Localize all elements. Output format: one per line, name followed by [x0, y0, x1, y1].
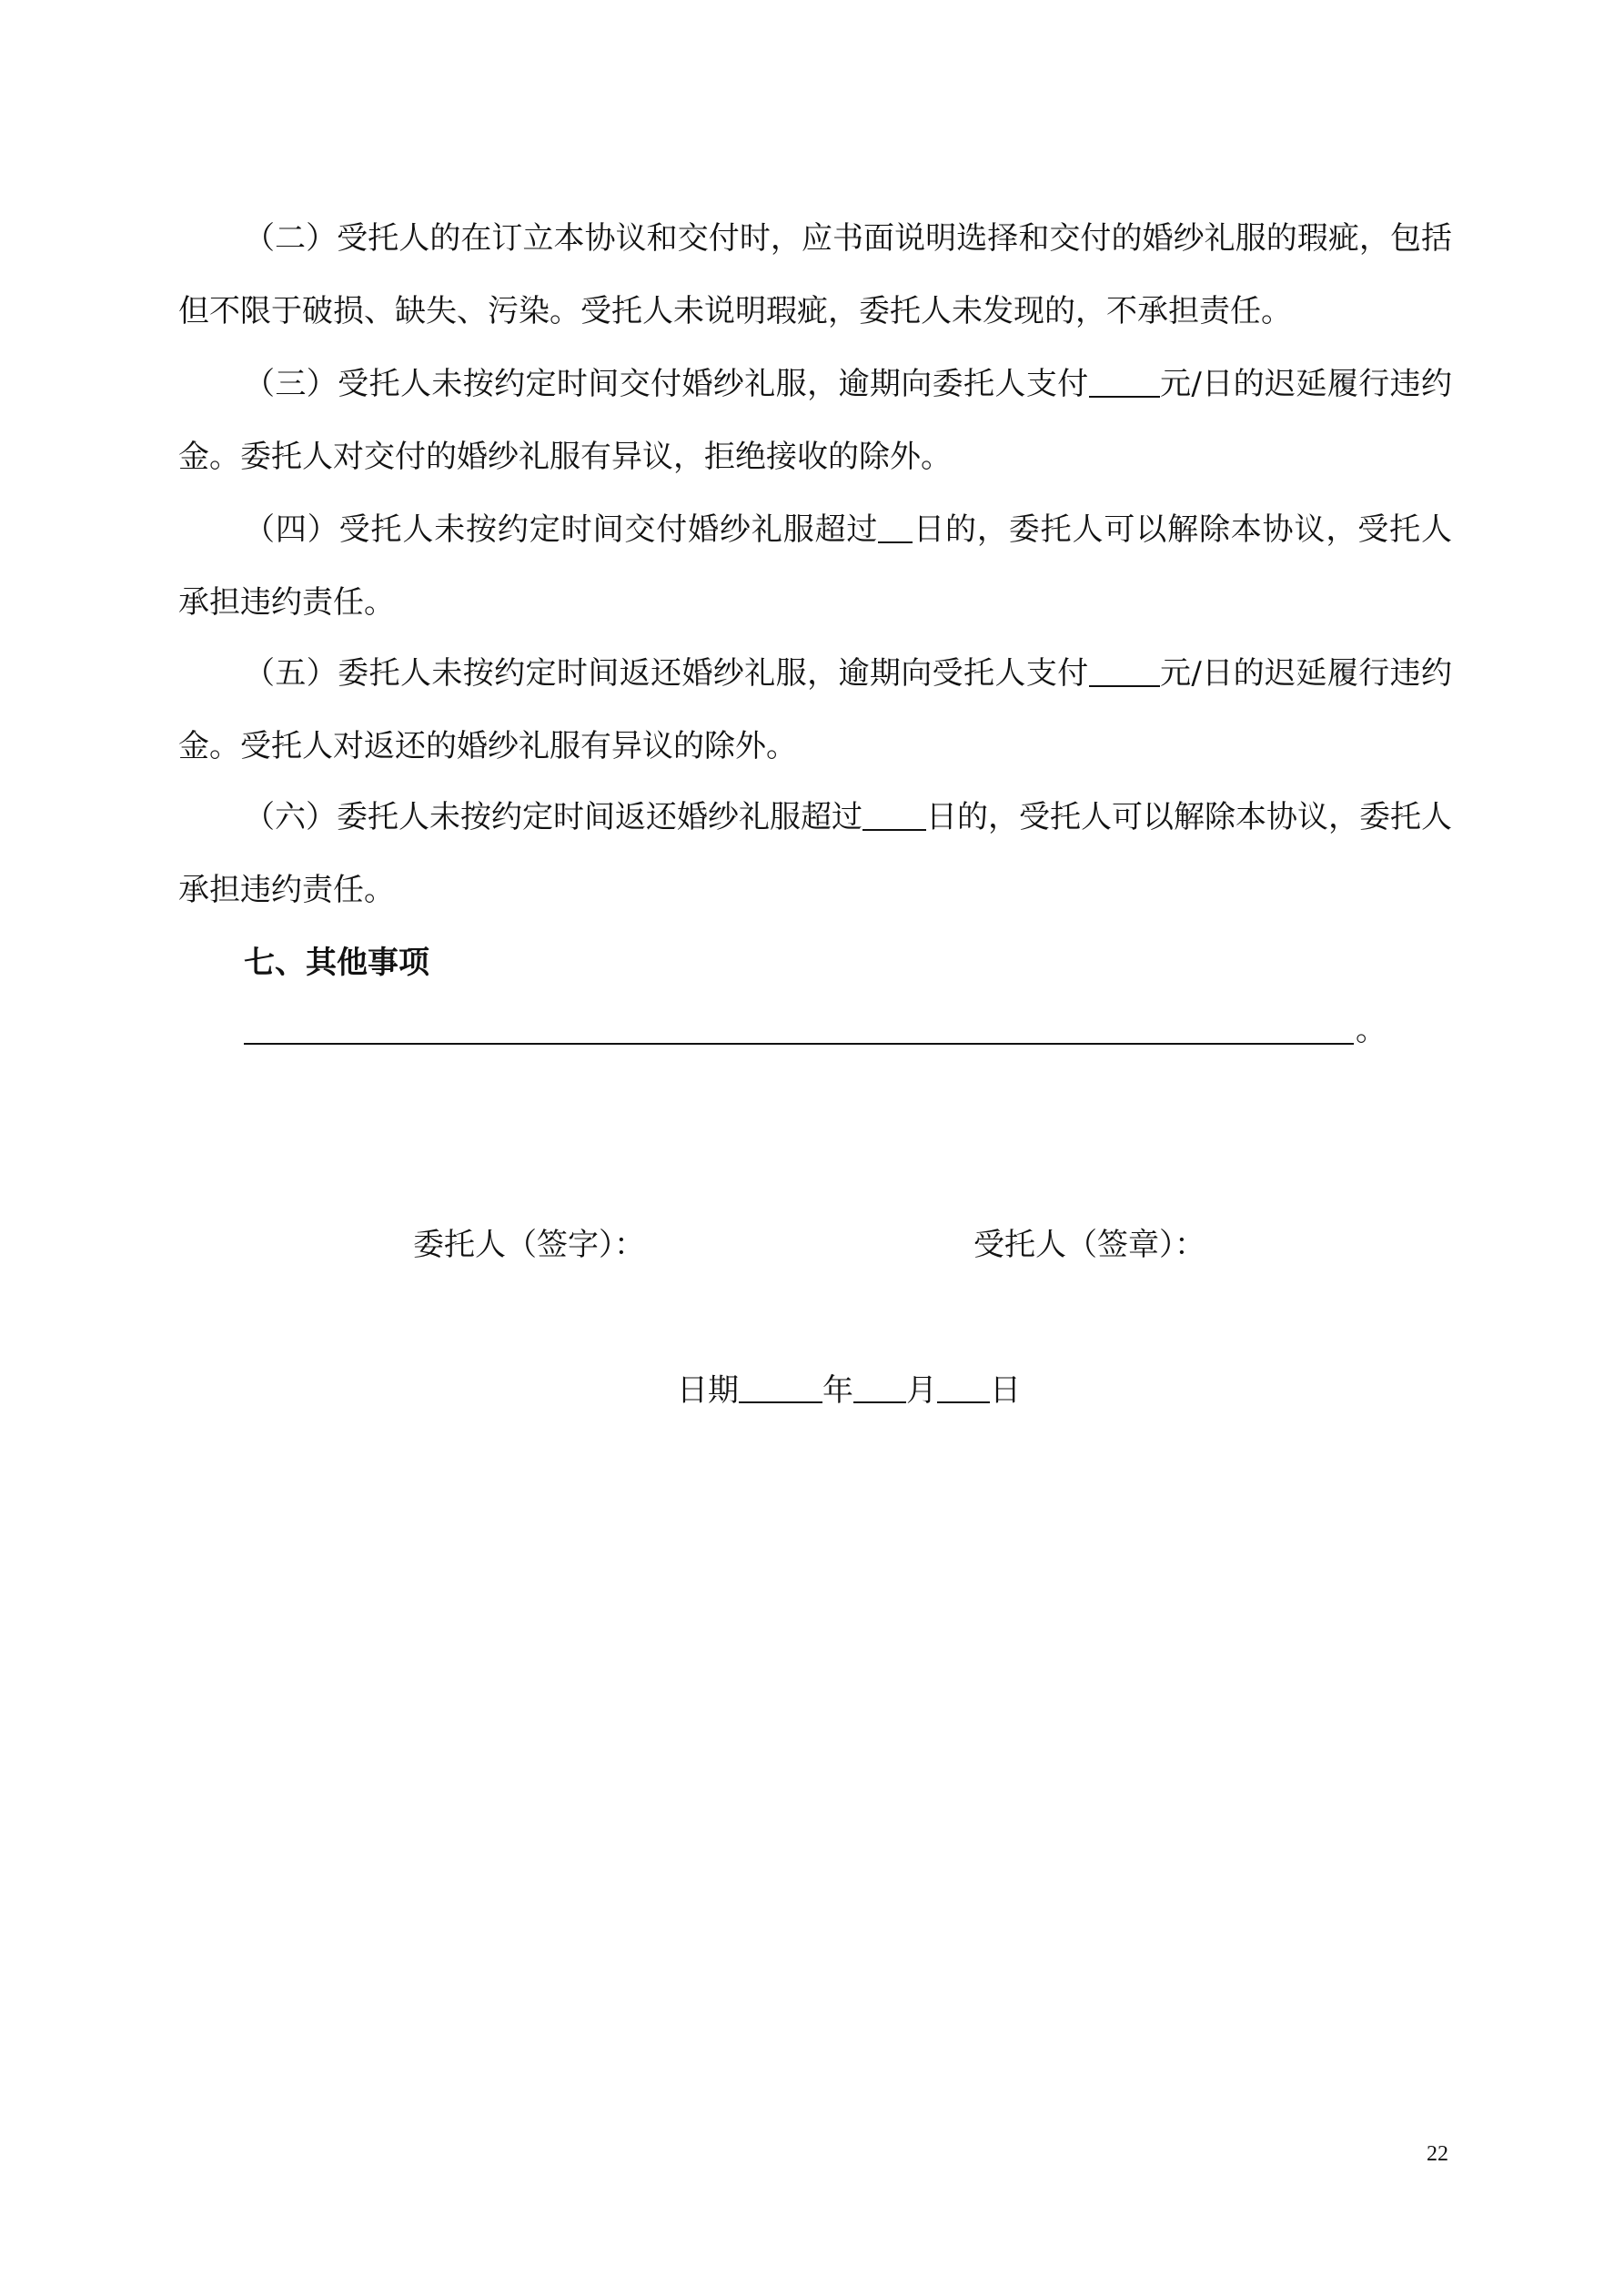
- date-day-label: 日: [990, 1372, 1021, 1409]
- clause-6-text-after: 日的，受托人可以解除本协议，委托人承担违约责任。: [178, 799, 1452, 908]
- clause-2-text: （二）受托人的在订立本协议和交付时，应书面说明选择和交付的婚纱礼服的瑕疵，包括但不限于破损、缺失、污染。受托人未说明瑕疵，委托人未发现的，不承担责任。: [178, 220, 1452, 329]
- clause-4-blank-days: [878, 511, 913, 543]
- clause-3-text-after: 元/日的迟延履行违约金。委托人对交付的婚纱礼服有异议，拒绝接收的除外。: [178, 366, 1452, 475]
- clause-3: [178, 348, 1452, 493]
- section-7-heading: 七、其他事项: [244, 945, 429, 981]
- clause-5-text-after: 元/日的迟延履行违约金。受托人对返还的婚纱礼服有异议的除外。: [178, 655, 1452, 764]
- date-year-blank: [739, 1371, 822, 1403]
- other-matters-period: 。: [1356, 1012, 1387, 1048]
- page-number: 22: [1427, 2142, 1448, 2166]
- clause-5-text-before: （五）委托人未按约定时间返还婚纱礼服，逾期向受托人支付: [244, 655, 1089, 692]
- clause-5: [178, 637, 1452, 783]
- clause-2: [178, 202, 1452, 348]
- other-matters-fill-line: [244, 1043, 1354, 1045]
- agent-signature-label: 受托人（签章）：: [973, 1227, 1205, 1263]
- date-row: [677, 1365, 1021, 1416]
- clause-6: [178, 781, 1452, 926]
- date-label: 日期: [677, 1372, 739, 1409]
- date-day-blank: [937, 1371, 990, 1403]
- clause-4: [178, 493, 1452, 639]
- clause-5-blank-amount: [1089, 654, 1160, 687]
- clause-4-text-before: （四）受托人未按约定时间交付婚纱礼服超过: [244, 511, 879, 548]
- clause-3-text-before: （三）受托人未按约定时间交付婚纱礼服，逾期向委托人支付: [244, 366, 1089, 402]
- clause-4-text-after: 日的，委托人可以解除本协议，受托人承担违约责任。: [178, 511, 1452, 621]
- clause-3-blank-amount: [1089, 365, 1160, 398]
- clause-6-blank-days: [862, 798, 926, 831]
- client-signature-label: 委托人（签字）：: [413, 1227, 645, 1263]
- clause-6-text-before: （六）委托人未按约定时间返还婚纱礼服超过: [244, 799, 862, 835]
- date-month-label: 月: [906, 1372, 937, 1409]
- date-year-label: 年: [822, 1372, 853, 1409]
- date-month-blank: [853, 1371, 906, 1403]
